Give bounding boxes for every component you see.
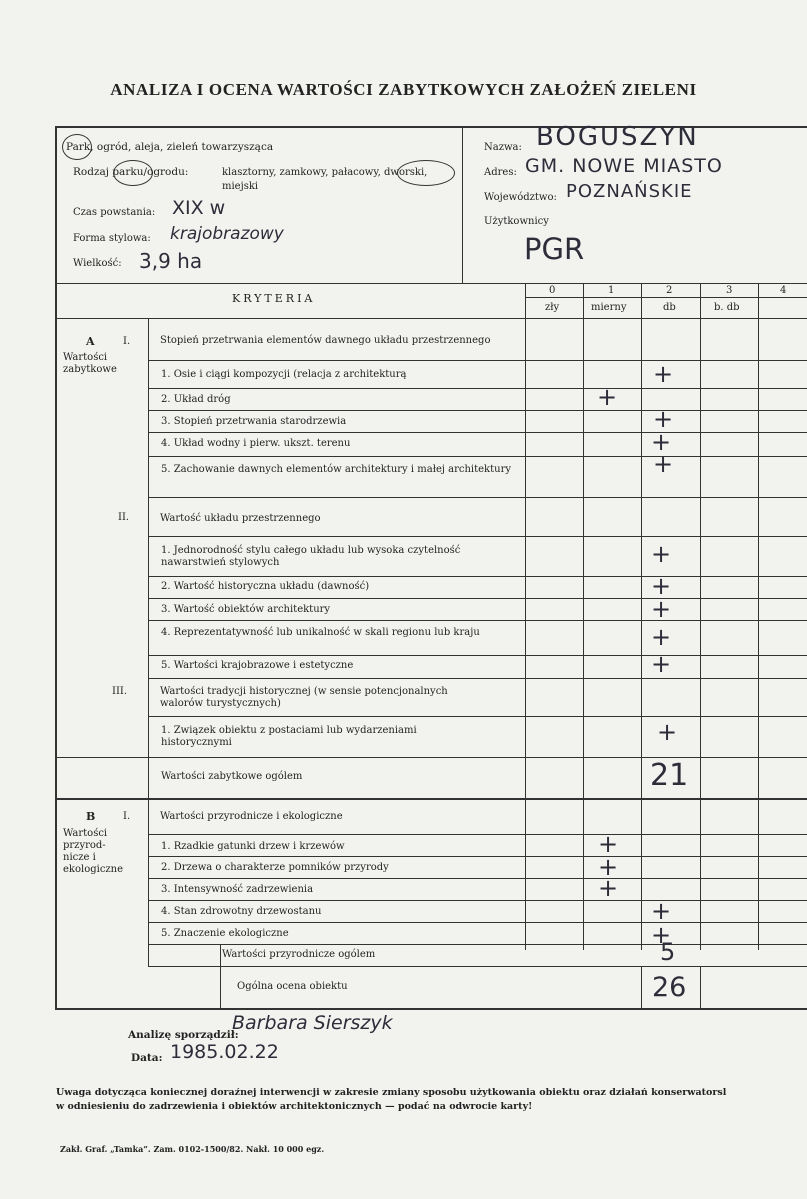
analiza-signature: Barbara Sierszyk (232, 1012, 393, 1034)
section-a-letter: A (86, 335, 95, 348)
col-label-3: b. db (714, 302, 740, 313)
mark-a1-5: + (653, 450, 674, 478)
adres-label: Adres: (484, 167, 517, 178)
rodzaj-options-2: miejski (222, 181, 259, 192)
mark-b-2: + (598, 853, 619, 881)
print-info: Zakł. Graf. „Tamka”. Zam. 0102-1500/82. Nakł. 10 000 egz. (60, 1144, 325, 1154)
wojewodztwo-label: Województwo: (484, 192, 557, 203)
criterion-a2-4: 4. Reprezentatywność lub unikalność w skali regionu lub kraju (161, 627, 480, 638)
section-b-heading: Wartości przyrodnicze i ekologiczne (160, 811, 343, 822)
criterion-a2-2: 2. Wartość historyczna układu (dawność) (161, 581, 370, 592)
mark-a2-2: + (651, 572, 672, 600)
section-a-roman-3: III. (112, 686, 128, 697)
rodzaj-options: klasztorny, zamkowy, pałacowy, dworski, (222, 167, 428, 178)
rule (148, 576, 807, 577)
col-label-1: mierny (591, 302, 627, 313)
col-num-0: 0 (549, 285, 556, 296)
grid-line (700, 966, 701, 1010)
mark-a1-2: + (597, 383, 618, 411)
park-line: Park, ogród, aleja, zieleń towarzysząca (66, 141, 274, 153)
czas-label: Czas powstania: (73, 207, 156, 218)
col-num-2: 2 (666, 285, 673, 296)
grid-line (583, 283, 584, 950)
overall-value: 26 (652, 972, 687, 1003)
wielkosc-value: 3,9 ha (139, 249, 203, 273)
data-value: 1985.02.22 (170, 1041, 279, 1063)
rule (148, 716, 807, 717)
mark-a1-3: + (653, 405, 674, 433)
criterion-b-5: 5. Znaczenie ekologiczne (161, 928, 289, 939)
rule (525, 297, 807, 298)
czas-value: XIX w (172, 197, 226, 219)
forma-label: Forma stylowa: (73, 233, 151, 244)
grid-line (148, 318, 149, 966)
rule (148, 944, 807, 945)
criterion-a1-2: 2. Układ dróg (161, 394, 231, 405)
total-a-value: 21 (650, 758, 689, 793)
overall-label: Ogólna ocena obiektu (237, 981, 348, 992)
rule (148, 900, 807, 901)
rule (148, 966, 807, 967)
group-heading-1: Stopień przetrwania elementów dawnego układu przestrzennego (160, 335, 491, 346)
rule (148, 536, 807, 537)
mark-a1-4: + (651, 428, 672, 456)
mark-b-1: + (598, 830, 619, 858)
criterion-a2-3: 3. Wartość obiektów architektury (161, 604, 331, 615)
rule (148, 456, 807, 457)
group-heading-2: Wartość układu przestrzennego (160, 513, 321, 524)
section-b-label: Wartości przyrod- nicze i ekologiczne (63, 828, 124, 875)
rule (148, 598, 807, 599)
grid-line (525, 283, 526, 950)
criterion-a2-1: 1. Jednorodność stylu całego układu lub wysoka czytelność nawarstwień stylowych (161, 545, 461, 568)
wielkosc-label: Wielkość: (73, 258, 122, 269)
rule (148, 620, 807, 621)
col-num-1: 1 (608, 285, 615, 296)
uwaga-line-2: w odniesieniu do zadrzewienia i obiektów architektonicznych — podać na odwrocie karty! (56, 1101, 533, 1112)
mark-b-5: + (651, 921, 672, 949)
rule (148, 678, 807, 679)
criterion-a2-5: 5. Wartości krajobrazowe i estetyczne (161, 660, 354, 671)
criterion-a1-4: 4. Układ wodny i pierw. ukszt. terenu (161, 438, 351, 449)
col-label-0: zły (545, 302, 560, 313)
grid-line (700, 283, 701, 950)
nazwa-value: BOGUSZYN (536, 122, 699, 152)
rule (148, 922, 807, 923)
rule (55, 798, 807, 800)
rule (148, 497, 807, 498)
analiza-label: Analizę sporządził: (128, 1029, 239, 1041)
section-a-roman-2: II. (118, 512, 130, 523)
criterion-b-2: 2. Drzewa o charakterze pomników przyrody (161, 862, 389, 873)
rule (148, 410, 807, 411)
col-num-4: 4 (780, 285, 787, 296)
total-a-label: Wartości zabytkowe ogólem (161, 771, 303, 782)
mark-a1-1: + (653, 360, 674, 388)
total-b-value: 5 (660, 938, 676, 966)
col-num-3: 3 (726, 285, 733, 296)
form-title: ANALIZA I OCENA WARTOŚCI ZABYTKOWYCH ZAŁOŻEŃ ZIELENI (110, 80, 697, 99)
section-a-label-1: Wartości (63, 352, 108, 363)
header-divider (462, 128, 463, 283)
rule (55, 757, 807, 758)
criterion-b-3: 3. Intensywność zadrzewienia (161, 884, 314, 895)
kryteria-heading: KRYTERIA (232, 292, 316, 305)
rule (148, 432, 807, 433)
mark-b-3: + (598, 874, 619, 902)
section-a-label-2: zabytkowe (63, 364, 117, 375)
grid-line (641, 283, 642, 950)
wojewodztwo-value: POZNAŃSKIE (566, 181, 693, 202)
forma-value: krajobrazowy (170, 224, 284, 244)
rule (55, 318, 807, 319)
criterion-a1-1: 1. Osie i ciągi kompozycji (relacja z architekturą (161, 369, 407, 380)
rule (148, 360, 807, 361)
criterion-a1-3: 3. Stopień przetrwania starodrzewia (161, 416, 347, 427)
mark-a3-1: + (657, 718, 678, 746)
section-a-roman-1: I. (123, 336, 131, 347)
rule (148, 655, 807, 656)
criterion-a3-1: 1. Związek obiektu z postaciami lub wydarzeniami historycznymi (161, 725, 417, 748)
grid-line (220, 944, 221, 1010)
group-heading-3: Wartości tradycji historycznej (w sensie potencjonalnych walorów turystycznych) (160, 686, 448, 709)
nazwa-label: Nazwa: (484, 142, 522, 153)
section-b-letter: B (86, 810, 96, 823)
grid-line (758, 283, 759, 950)
mark-a2-5: + (651, 650, 672, 678)
data-label: Data: (131, 1052, 163, 1064)
mark-a2-4: + (651, 623, 672, 651)
adres-value: GM. NOWE MIASTO (525, 155, 723, 177)
mark-a2-3: + (651, 595, 672, 623)
rule (55, 283, 807, 284)
uzytkownicy-label: Użytkownicy (484, 216, 549, 227)
criterion-a1-5: 5. Zachowanie dawnych elementów architektury i małej architektury (161, 464, 512, 475)
rodzaj-label: Rodzaj parku/ogrodu: (73, 166, 189, 178)
rule (148, 856, 807, 857)
mark-b-4: + (651, 897, 672, 925)
grid-line (641, 966, 642, 1010)
rule (148, 834, 807, 835)
rule (148, 878, 807, 879)
mark-a2-1: + (651, 540, 672, 568)
rule (148, 388, 807, 389)
col-label-2: db (663, 302, 676, 313)
uzytkownicy-value: PGR (524, 232, 585, 266)
criterion-b-1: 1. Rzadkie gatunki drzew i krzewów (161, 841, 345, 852)
section-b-roman: I. (123, 811, 131, 822)
criterion-b-4: 4. Stan zdrowotny drzewostanu (161, 906, 322, 917)
uwaga-line-1: Uwaga dotycząca koniecznej doraźnej interwencji w zakresie zmiany sposobu użytkowania obiektu oraz działań konserwatorsl (56, 1087, 727, 1098)
total-b-label: Wartości przyrodnicze ogólem (222, 949, 376, 960)
